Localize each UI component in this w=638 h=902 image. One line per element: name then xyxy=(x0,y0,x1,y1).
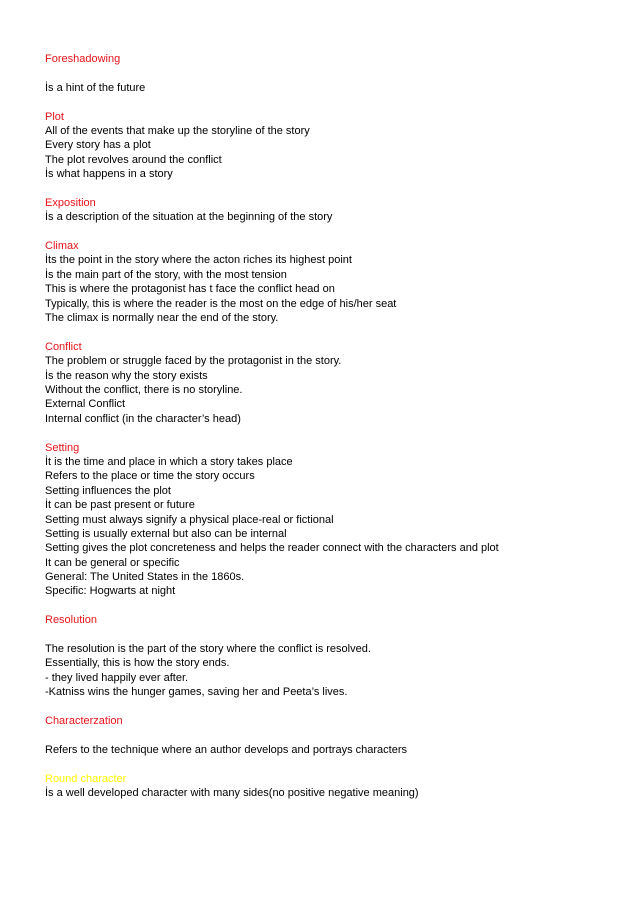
body-text-line: The plot revolves around the conflict xyxy=(45,153,222,166)
section-round-character xyxy=(45,772,638,801)
body-text-line: İt is the time and place in which a story takes place xyxy=(45,455,293,468)
body-text-line: Setting is usually external but also can be internal xyxy=(45,527,287,540)
body-text-line: Setting gives the plot concreteness and helps the reader connect with the characters and plot xyxy=(45,542,499,555)
body-text-line: Every story has a plot xyxy=(45,139,151,152)
body-text-line: İs what happens in a story xyxy=(45,168,173,181)
body-text-line: Refers to the technique where an author develops and portrays characters xyxy=(45,743,407,756)
section-resolution xyxy=(45,613,638,714)
body-text-line: İs a hint of the future xyxy=(45,81,146,94)
body-text-line: -Katniss wins the hunger games, saving her and Peeta’s lives. xyxy=(45,686,348,699)
spacer xyxy=(45,426,638,440)
section-climax xyxy=(45,239,638,340)
body-text-line: Typically, this is where the reader is the most on the edge of his/her seat xyxy=(45,297,397,310)
spacer xyxy=(45,599,638,613)
section-heading: Conflict xyxy=(45,340,82,353)
spacer xyxy=(45,182,638,196)
section-heading: Foreshadowing xyxy=(45,53,121,65)
body-text-line: Setting influences the plot xyxy=(45,484,171,497)
section-characterzation xyxy=(45,714,638,772)
body-text-line: Refers to the place or time the story occurs xyxy=(45,470,255,483)
body-text-line: All of the events that make up the storyline of the story xyxy=(45,124,310,137)
section-conflict xyxy=(45,340,638,441)
body-text-line: Without the conflict, there is no storyline. xyxy=(45,383,243,396)
section-setting xyxy=(45,441,638,614)
body-text-line: Internal conflict (in the character’s head) xyxy=(45,412,241,425)
spacer xyxy=(45,728,638,742)
section-exposition xyxy=(45,196,638,239)
spacer xyxy=(45,95,638,109)
body-text-line: İt can be past present or future xyxy=(45,499,195,512)
section-heading: Setting xyxy=(45,441,80,454)
section-heading: Characterzation xyxy=(45,714,123,727)
body-text-line: Specific: Hogwarts at night xyxy=(45,585,176,598)
spacer xyxy=(45,66,638,80)
spacer xyxy=(45,628,638,642)
body-text-line: Essentially, this is how the story ends. xyxy=(45,657,230,670)
body-text-line: The problem or struggle faced by the protagonist in the story. xyxy=(45,355,342,368)
section-foreshadowing xyxy=(45,52,638,110)
section-plot xyxy=(45,110,638,196)
body-text-line: It can be general or specific xyxy=(45,556,180,569)
body-text-line: General: The United States in the 1860s. xyxy=(45,571,245,584)
section-heading: Climax xyxy=(45,240,79,253)
spacer xyxy=(45,757,638,771)
spacer xyxy=(45,225,638,239)
body-text-line: İs the main part of the story, with the most tension xyxy=(45,268,287,281)
body-text-line: - they lived happily ever after. xyxy=(45,671,189,684)
body-text-line: Setting must always signify a physical place-real or fictional xyxy=(45,513,334,526)
section-heading: Plot xyxy=(45,110,64,123)
section-heading: Resolution xyxy=(45,614,97,627)
body-text-line: İs the reason why the story exists xyxy=(45,369,208,382)
body-text-line: The climax is normally near the end of the story. xyxy=(45,312,279,325)
body-text-line: External Conflict xyxy=(45,398,126,411)
spacer xyxy=(45,325,638,339)
section-heading: Round character xyxy=(45,772,127,785)
body-text-line: This is where the protagonist has t face the conflict head on xyxy=(45,283,335,296)
body-text-line: The resolution is the part of the story where the conflict is resolved. xyxy=(45,643,371,656)
body-text-line: İts the point in the story where the acton riches its highest point xyxy=(45,254,352,267)
body-text-line: İs a well developed character with many sides(no positive negative meaning) xyxy=(45,786,419,799)
section-heading: Exposition xyxy=(45,196,96,209)
body-text-line: İs a description of the situation at the beginning of the story xyxy=(45,211,333,224)
spacer xyxy=(45,700,638,714)
